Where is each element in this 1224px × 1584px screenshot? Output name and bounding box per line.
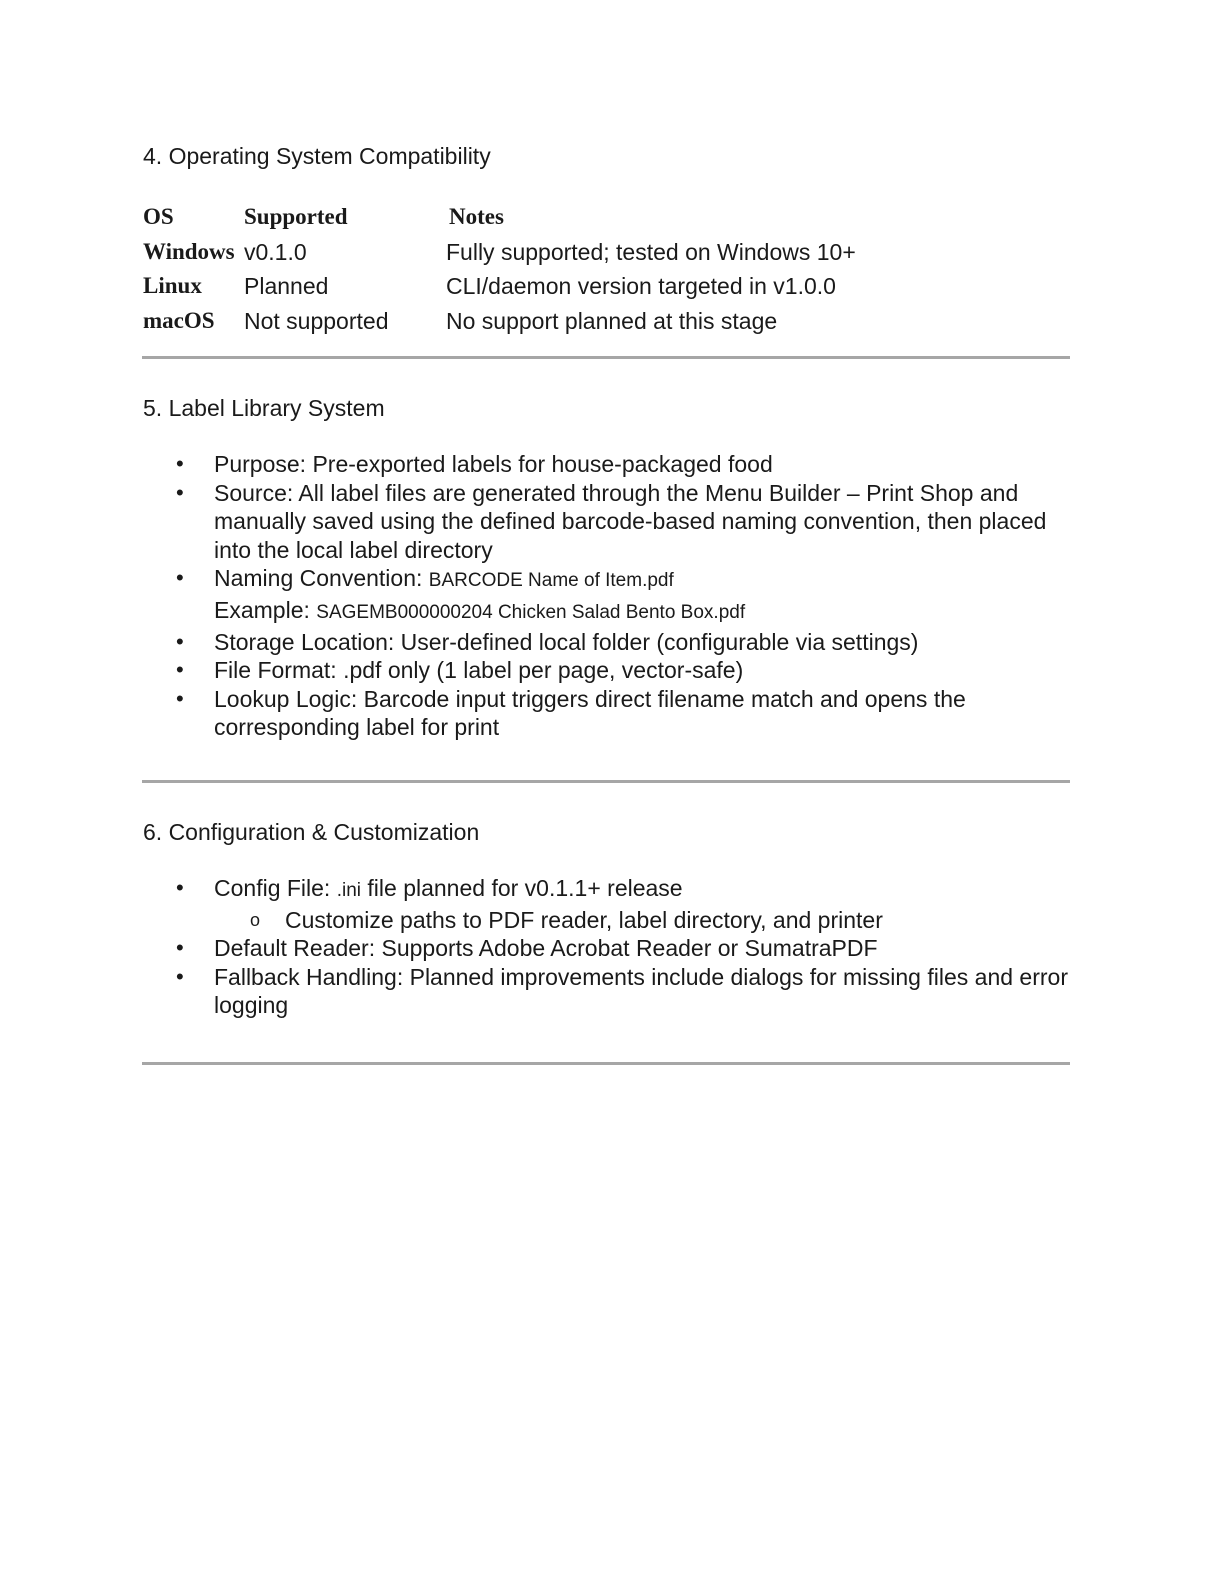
row-notes: Fully supported; tested on Windows 10+	[446, 238, 856, 265]
default-reader-text: Default Reader: Supports Adobe Acrobat Reader or SumatraPDF	[214, 935, 878, 962]
table-header-row	[143, 200, 943, 235]
list-item	[143, 628, 1073, 657]
row-notes: CLI/daemon version targeted in v1.0.0	[446, 273, 836, 299]
row-notes: No support planned at this stage	[446, 307, 778, 334]
row-supported: Not supported	[244, 307, 389, 334]
table-row	[143, 304, 943, 339]
example-label: Example:	[214, 596, 317, 623]
bullet-icon: •	[176, 875, 184, 900]
header-supported: Supported	[244, 204, 348, 229]
naming-convention-label: Naming Convention:	[214, 565, 429, 592]
fallback-handling-text: Fallback Handling: Planned improvements include dialogs for missing files and error logging	[214, 963, 1068, 1019]
example-line	[214, 596, 1073, 628]
bullet-icon: •	[176, 685, 184, 711]
lookup-logic-text: Lookup Logic: Barcode input triggers direct filename match and opens the corresponding label for print	[214, 685, 966, 741]
list-item	[143, 906, 1073, 935]
row-supported: v0.1.0	[244, 238, 307, 265]
example-value: SAGEMB000000204 Chicken Salad Bento Box.pdf	[316, 601, 746, 623]
bullet-icon: •	[176, 628, 184, 654]
config-file-text: file planned for v0.1.1+ release	[361, 875, 683, 901]
list-item	[143, 874, 1073, 906]
section-6-heading: 6. Configuration & Customization	[143, 819, 480, 845]
list-item	[143, 963, 1073, 1020]
bullet-icon: •	[176, 657, 184, 683]
list-item	[143, 564, 1073, 627]
header-os: OS	[143, 204, 174, 229]
bullet-icon: •	[176, 935, 184, 961]
row-os: Linux	[143, 273, 202, 298]
header-notes: Notes	[449, 204, 504, 229]
naming-convention-value: BARCODE Name of Item.pdf	[428, 570, 674, 592]
row-supported: Planned	[244, 273, 329, 299]
source-text: Source: All label files are generated through the Menu Builder – Print Shop and manually saved using the defined barcode-based naming convention, then placed into the local label directory	[214, 479, 1047, 563]
row-os: macOS	[143, 307, 215, 333]
storage-text: Storage Location: User-defined local folder (configurable via settings)	[214, 628, 919, 655]
table-row	[143, 269, 943, 304]
os-compatibility-table	[143, 200, 943, 338]
naming-convention-line	[214, 564, 1073, 596]
list-item	[143, 685, 1073, 742]
horizontal-divider	[142, 780, 1070, 783]
file-format-text: File Format: .pdf only (1 label per page, vector-safe)	[214, 657, 744, 684]
config-file-extension: .ini	[336, 880, 362, 901]
configuration-list	[143, 874, 1073, 1020]
section-4-heading: 4. Operating System Compatibility	[143, 143, 491, 169]
customize-paths-text: Customize paths to PDF reader, label directory, and printer	[285, 906, 883, 933]
bullet-icon: •	[176, 479, 184, 505]
bullet-icon: •	[176, 565, 184, 591]
config-file-label: Config File:	[214, 875, 337, 901]
row-os: Windows	[143, 238, 235, 264]
section-5-heading: 5. Label Library System	[143, 395, 385, 421]
horizontal-divider	[142, 356, 1070, 359]
label-library-list	[143, 450, 1073, 742]
bullet-icon: •	[176, 451, 184, 476]
list-item	[143, 450, 1073, 479]
list-item	[143, 479, 1073, 565]
circle-bullet-icon: o	[250, 909, 261, 930]
horizontal-divider	[142, 1062, 1070, 1065]
bullet-icon: •	[176, 963, 184, 989]
list-item	[143, 656, 1073, 685]
purpose-text: Purpose: Pre-exported labels for house-packaged food	[214, 451, 773, 477]
list-item	[143, 934, 1073, 963]
table-row	[143, 235, 943, 270]
